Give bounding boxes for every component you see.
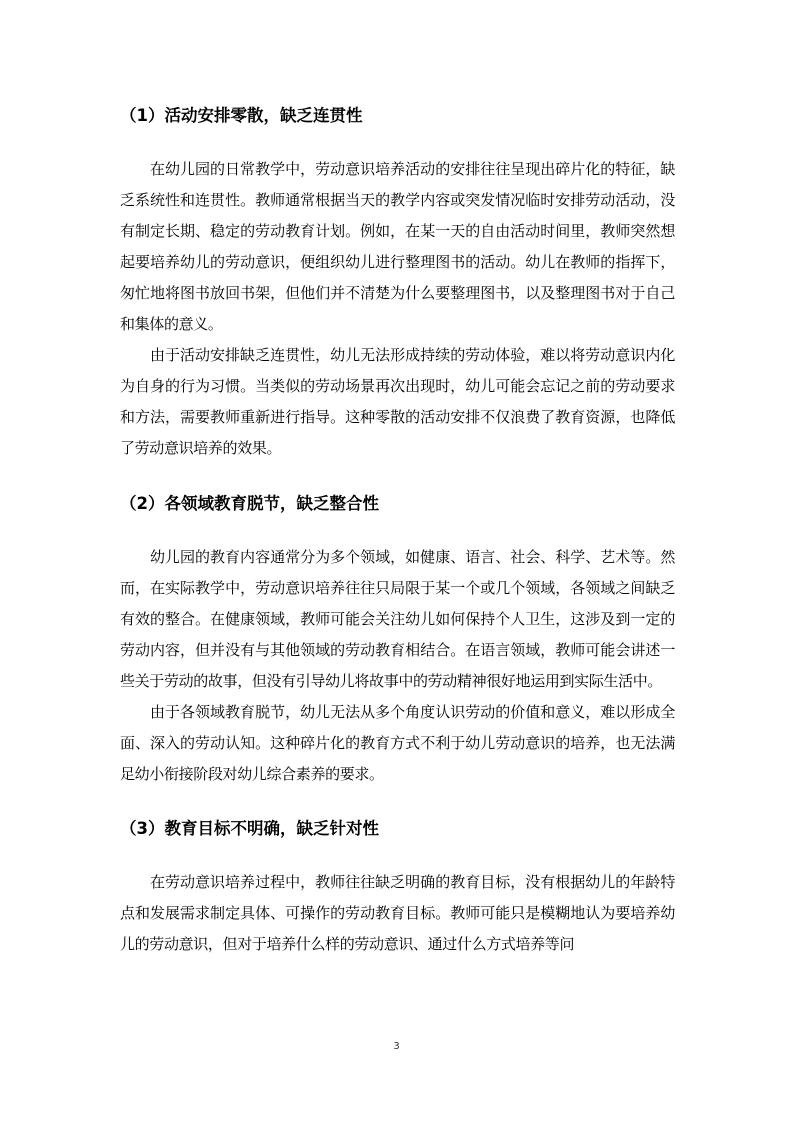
section-3-heading: （3）教育目标不明确，缺乏针对性	[120, 819, 379, 838]
section-1-heading: （1）活动安排零散，缺乏连贯性	[120, 106, 363, 125]
page-number: 3	[393, 1041, 400, 1052]
section-2-paragraph-1: 幼儿园的教育内容通常分为多个领域，如健康、语言、社会、科学、艺术等。然而，在实际教学中，劳动意识培养往往只局限于某一个或几个领域，各领域之间缺乏有效的整合。在健康领域，教师可能会关注幼儿如何保持个人卫生，这涉及到一定的劳动内容，但并没有与其他领域的劳动教育相结合。在语言领域，教师可能会讲述一些关于劳动的故事，但没有引导幼儿将故事中的劳动精神很好地运用到实际生活中。	[120, 548, 675, 690]
section-2-heading: （2）各领域教育脱节，缺乏整合性	[120, 494, 379, 513]
section-3-paragraph-1: 在劳动意识培养过程中，教师往往缺乏明确的教育目标，没有根据幼儿的年龄特点和发展需求制定具体、可操作的劳动教育目标。教师可能只是模糊地认为要培养幼儿的劳动意识，但对于培养什么样的劳动意识、通过什么方式培养等问	[120, 873, 675, 953]
page-body	[120, 100, 675, 960]
section-1-paragraph-2: 由于活动安排缺乏连贯性，幼儿无法形成持续的劳动体验，难以将劳动意识内化为自身的行为习惯。当类似的劳动场景再次出现时，幼儿可能会忘记之前的劳动要求和方法，需要教师重新进行指导。这种零散的活动安排不仅浪费了教育资源，也降低了劳动意识培养的效果。	[120, 346, 675, 457]
section-2-paragraph-2: 由于各领域教育脱节，幼儿无法从多个角度认识劳动的价值和意义，难以形成全面、深入的劳动认知。这种碎片化的教育方式不利于幼儿劳动意识的培养，也无法满足幼小衔接阶段对幼儿综合素养的要求。	[120, 703, 675, 783]
section-1-paragraph-1: 在幼儿园的日常教学中，劳动意识培养活动的安排往往呈现出碎片化的特征，缺乏系统性和连贯性。教师通常根据当天的教学内容或突发情况临时安排劳动活动，没有制定长期、稳定的劳动教育计划。例如，在某一天的自由活动时间里，教师突然想起要培养幼儿的劳动意识，便组织幼儿进行整理图书的活动。幼儿在教师的指挥下，匆忙地将图书放回书架，但他们并不清楚为什么要整理图书，以及整理图书对于自己和集体的意义。	[120, 160, 675, 333]
